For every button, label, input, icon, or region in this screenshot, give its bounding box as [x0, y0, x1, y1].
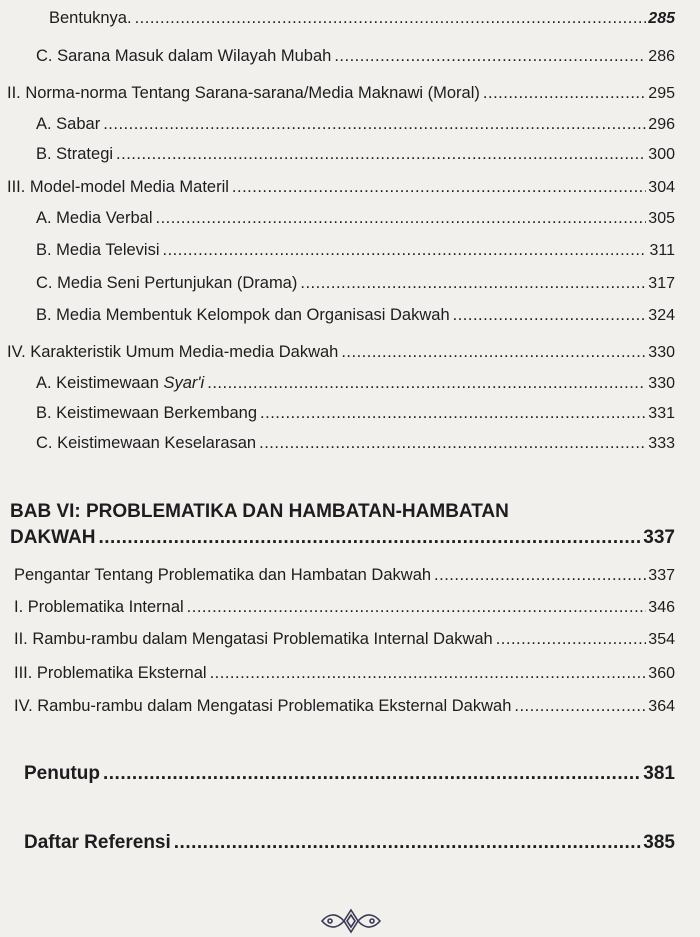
dot-leader: [103, 763, 641, 785]
dot-leader: [135, 9, 647, 28]
toc-entry-media-seni: C. Media Seni Pertunjukan (Drama) ..... 317: [36, 274, 675, 293]
dot-leader: [514, 697, 646, 716]
toc-entry-daftar-referensi: Daftar Referensi ..... 385: [24, 832, 675, 854]
dot-leader: [99, 527, 642, 549]
toc-entry-keistimewaan-syari: A. Keistimewaan Syar'i ..... 330: [36, 374, 675, 393]
dot-leader: [103, 115, 646, 134]
toc-entry-penutup: Penutup ..... 381: [24, 763, 675, 785]
toc-entry-problematika-internal: I. Problematika Internal ..... 346: [14, 598, 675, 617]
dot-leader: [210, 664, 647, 683]
toc-entry-rambu-eksternal: IV. Rambu-rambu dalam Mengatasi Problematika Eksternal Dakwah ..... 364: [14, 697, 675, 716]
dot-leader: [187, 598, 647, 617]
chapter-heading-line1: BAB VI: PROBLEMATIKA DAN HAMBATAN-HAMBATAN: [10, 501, 509, 522]
toc-entry-media-verbal: A. Media Verbal ..... 305: [36, 209, 675, 228]
toc-entry-pengantar: Pengantar Tentang Problematika dan Hambatan Dakwah ..... 337: [14, 566, 675, 585]
toc-entry-strategi: B. Strategi ..... 300: [36, 145, 675, 164]
dot-leader: [496, 630, 647, 649]
toc-entry-rambu-internal: II. Rambu-rambu dalam Mengatasi Problematika Internal Dakwah ..... 354: [14, 630, 675, 649]
chapter-heading-line2: DAKWAH ..... 337: [10, 527, 675, 549]
toc-entry-problematika-eksternal: III. Problematika Eksternal ..... 360: [14, 664, 675, 683]
toc-entry-sarana-masuk: C. Sarana Masuk dalam Wilayah Mubah ..... 286: [36, 47, 675, 66]
dot-leader: [334, 47, 646, 66]
ornament-icon: [318, 908, 384, 934]
dot-leader: [453, 306, 647, 325]
dot-leader: [300, 274, 646, 293]
toc-entry-sabar: A. Sabar ..... 296: [36, 115, 675, 134]
dot-leader: [155, 209, 646, 228]
toc-entry-norma-norma: II. Norma-norma Tentang Sarana-sarana/Media Maknawi (Moral) ..... 295: [7, 84, 675, 103]
toc-entry-media-kelompok: B. Media Membentuk Kelompok dan Organisasi Dakwah ..... 324: [36, 306, 675, 325]
dot-leader: [260, 404, 646, 423]
dot-leader: [259, 434, 646, 453]
toc-entry-model-media-materil: III. Model-model Media Materil ..... 304: [7, 178, 675, 197]
dot-leader: [483, 84, 646, 103]
toc-entry-media-televisi: B. Media Televisi ..... 311: [36, 241, 675, 260]
dot-leader: [163, 241, 648, 260]
dot-leader: [174, 832, 642, 854]
dot-leader: [207, 374, 646, 393]
dot-leader: [434, 566, 646, 585]
dot-leader: [341, 343, 646, 362]
toc-entry-bentuknya: Bentuknya. ..... 285: [49, 9, 675, 28]
toc-entry-keistimewaan-keselarasan: C. Keistimewaan Keselarasan ..... 333: [36, 434, 675, 453]
toc-entry-karakteristik: IV. Karakteristik Umum Media-media Dakwah ..... 330: [7, 343, 675, 362]
toc-entry-keistimewaan-berkembang: B. Keistimewaan Berkembang ..... 331: [36, 404, 675, 423]
dot-leader: [232, 178, 646, 197]
dot-leader: [116, 145, 646, 164]
